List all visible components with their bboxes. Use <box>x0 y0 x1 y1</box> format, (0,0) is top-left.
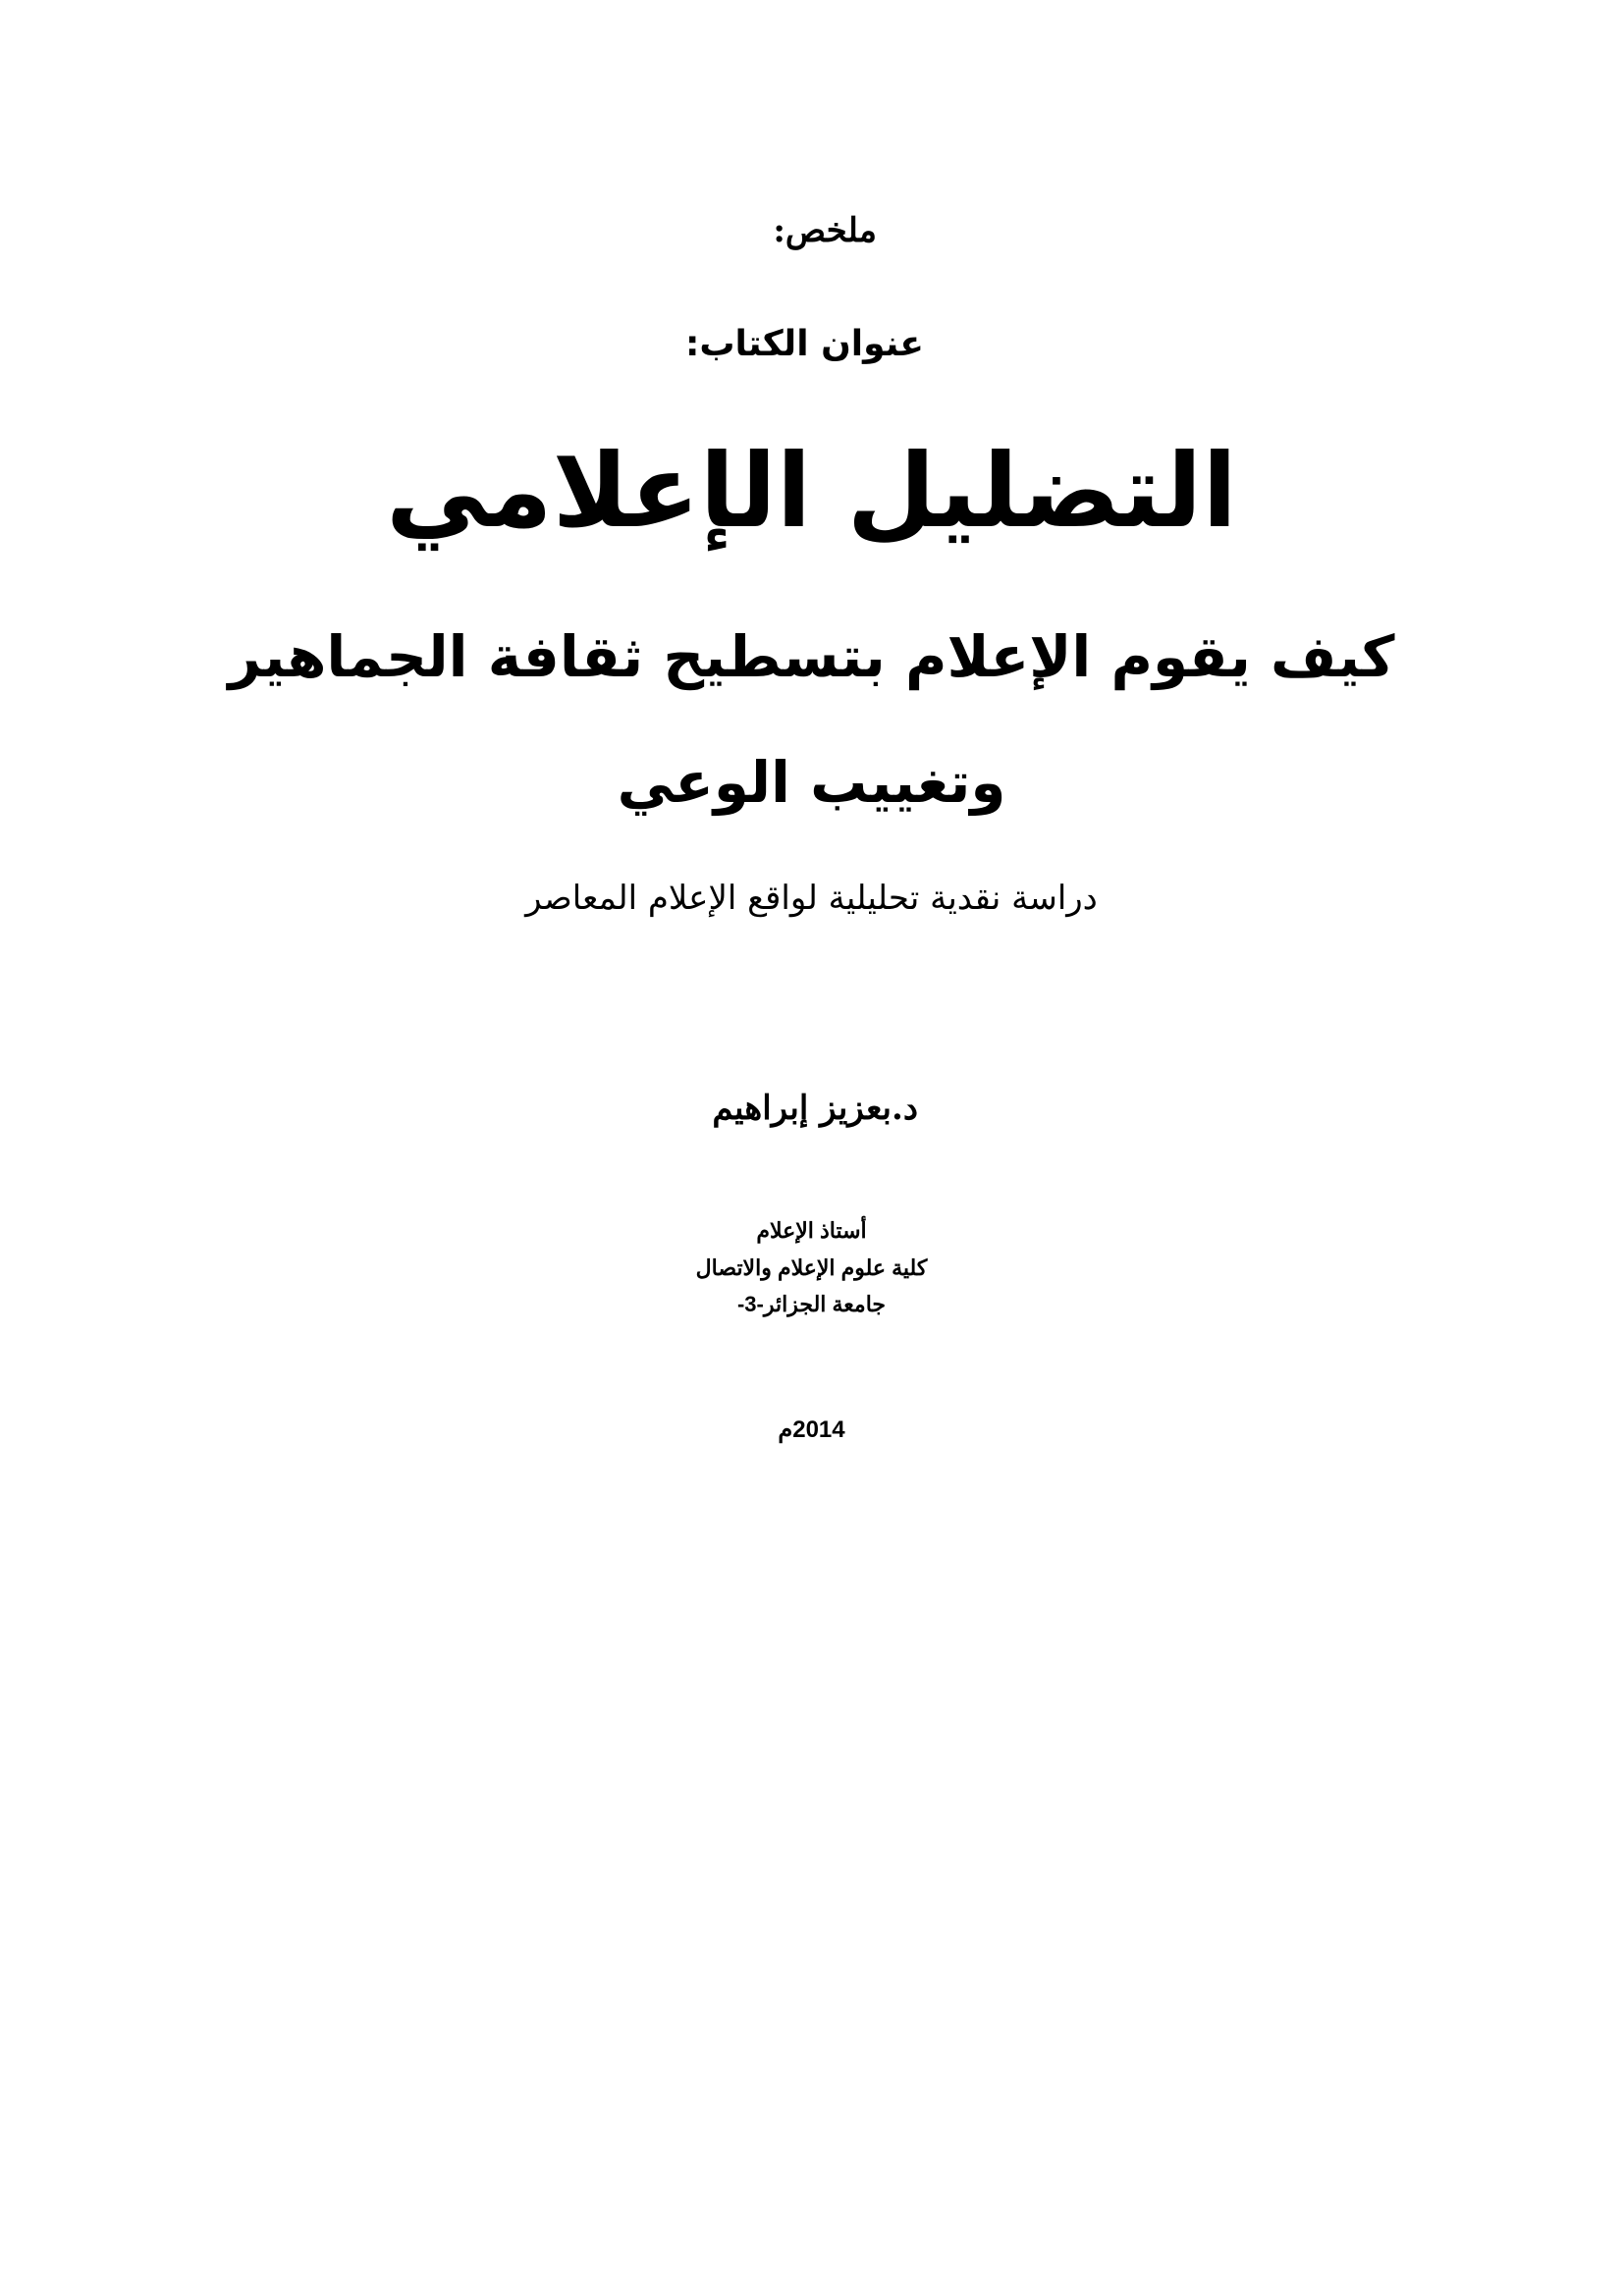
book-main-title: التضليل الإعلامي <box>386 431 1237 551</box>
author-position: أستاذ الإعلام <box>756 1218 867 1243</box>
author-faculty: كلية علوم الإعلام والاتصال <box>695 1255 928 1280</box>
author-name: د.بعزيز إبراهيم <box>712 1089 918 1128</box>
book-subtitle-line-1: كيف يقوم الإعلام بتسطيح ثقافة الجماهير <box>228 623 1395 690</box>
study-description: دراسة نقدية تحليلية لواقع الإعلام المعاصر <box>525 879 1098 918</box>
summary-label: ملخص: <box>773 211 877 250</box>
book-title-label: عنوان الكتاب: <box>684 324 924 364</box>
book-subtitle-line-2: وتغييب الوعي <box>617 749 1006 816</box>
author-university: جامعة الجزائر-3- <box>736 1292 887 1316</box>
publication-year: 2014م <box>778 1416 845 1443</box>
